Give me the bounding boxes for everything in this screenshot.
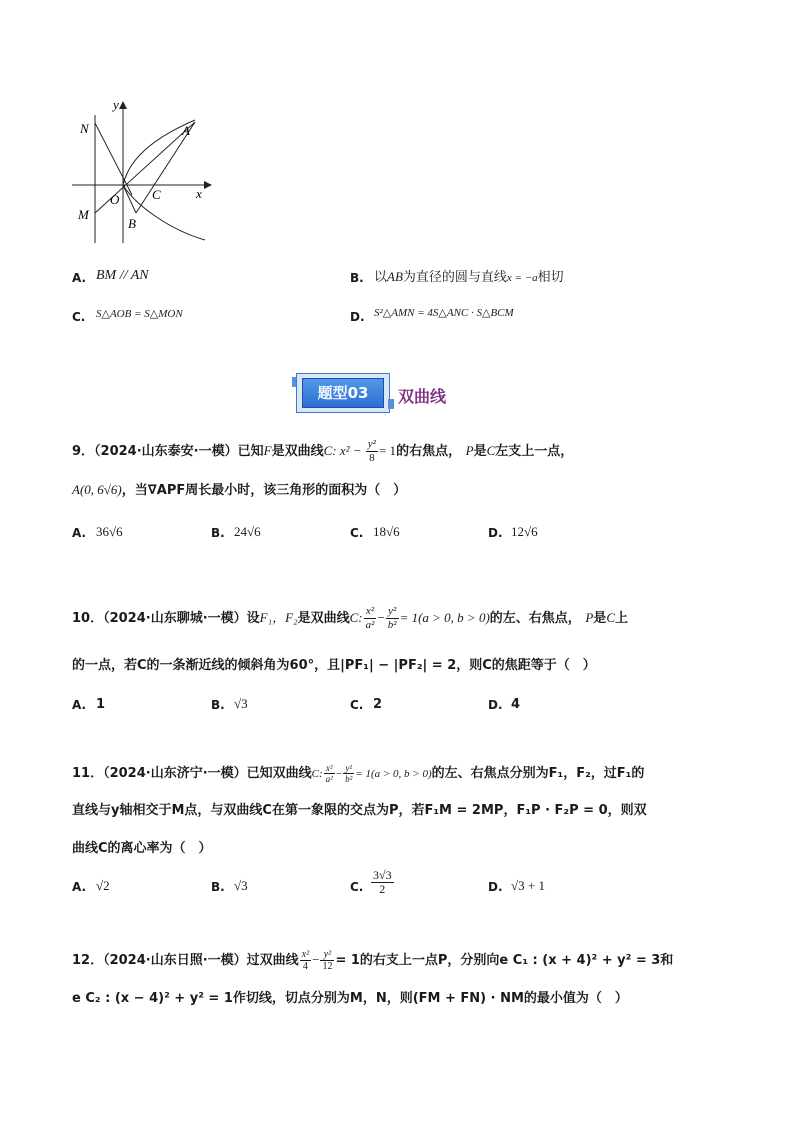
- banner-accent-right: [388, 399, 394, 409]
- section-title: 双曲线: [398, 387, 447, 406]
- q10-frac-x: [364, 605, 377, 632]
- option-b-math-ab: AB: [387, 269, 403, 284]
- q9-eq: : x² −: [332, 443, 365, 458]
- q12-frac-y: [320, 949, 334, 972]
- label-x: x: [196, 186, 202, 201]
- q9-t1: 是双曲线: [271, 444, 324, 459]
- q11-stem-line3: 曲线C的离心率为（ ）: [72, 841, 212, 856]
- q9-frac-den: 8: [369, 452, 375, 464]
- q10-option-b-value: √3: [234, 696, 248, 711]
- q11-frac-x: [324, 763, 335, 784]
- q11-option-c-den: 2: [379, 882, 386, 896]
- q9-option-b-letter: B.: [211, 526, 225, 540]
- x-axis-arrow: [204, 181, 212, 189]
- option-c-text: S△AOB = S△MON: [96, 308, 183, 320]
- q10-option-a-value: 1: [96, 697, 106, 712]
- q9-frac-num: y²: [367, 438, 376, 450]
- q10-foci: F₁，F₂: [259, 610, 298, 625]
- option-b-pre: 以: [374, 270, 388, 285]
- q11-ceq: C:: [311, 768, 323, 780]
- q9-option-c-letter: C.: [350, 526, 364, 540]
- q10-option-a-letter: A.: [72, 698, 87, 712]
- q9-option-c-value: 18√6: [373, 524, 400, 539]
- option-b-mid: 为直径的圆与直线: [402, 270, 507, 285]
- q11-stem-line1: 11．（2024·山东济宁·一模）已知双曲线C: $\frac{\text{x²}}{\text{a²}}$ − $\frac{\text{y²}}{\text{b²}}$ = 1(a > 0, b > 0)的左、右焦点分别为F₁，F₂，过F₁的: [72, 763, 645, 784]
- q9-t4: 左支上一点，: [495, 444, 574, 459]
- q11-stem-line2: 直线与y轴相交于M点，与双曲线C在第一象限的交点为P，若F₁M = 2MP，F₁P · F₂P = 0，则双: [72, 803, 647, 818]
- q11-prefix: 11．（2024·山东济宁·一模）已知双曲线: [72, 766, 312, 781]
- label-a: A: [182, 123, 190, 138]
- option-d-letter: D.: [350, 310, 365, 324]
- q10-option-c-value: 2: [373, 697, 383, 712]
- label-c: C: [152, 187, 161, 202]
- q10-frac-y-num: y²: [386, 605, 399, 619]
- q11-frac-y-den: b²: [345, 774, 353, 784]
- q9-c: C: [323, 443, 333, 458]
- q10-t2: 的左、右焦点，: [489, 611, 581, 626]
- q9-point-a: A(0, 6√6): [72, 482, 122, 497]
- label-n: N: [80, 121, 89, 136]
- q10-ceq: C:: [349, 610, 363, 625]
- q9-p: P: [465, 443, 474, 458]
- q10-t4: 上: [614, 611, 628, 626]
- q9-t2: 的右焦点，: [396, 444, 462, 459]
- q9-option-b-value: 24√6: [234, 524, 261, 539]
- option-c-letter: C.: [72, 310, 86, 324]
- option-b-letter: B.: [350, 271, 364, 285]
- q9-option-d-value: 12√6: [511, 524, 538, 539]
- q11-frac-y-num: y²: [343, 763, 354, 774]
- q11-option-d-value: √3 + 1: [511, 878, 545, 893]
- section-badge: 题型03: [302, 378, 384, 408]
- label-y: y: [113, 97, 119, 112]
- option-b-post: 相切: [537, 270, 564, 285]
- q12-prefix: 12．（2024·山东日照·一模）过双曲线: [72, 953, 299, 968]
- q11-option-a-value: √2: [96, 878, 110, 893]
- q11-option-c-letter: C.: [350, 880, 364, 894]
- label-b: B: [128, 216, 136, 231]
- q10-frac-x-num: x²: [364, 605, 377, 619]
- q11-frac-x-num: x²: [324, 763, 335, 774]
- q10-option-d-letter: D.: [488, 698, 503, 712]
- option-a-letter: A.: [72, 271, 87, 285]
- q11-option-c-fraction: [371, 869, 394, 896]
- q10-t1: 是双曲线: [297, 611, 350, 626]
- q9-fraction: [366, 438, 378, 465]
- q12-stem-line2: e C₂ : (x − 4)² + y² = 1作切线，切点分别为M，N，则(FM + FN) · NM的最小值为（ ）: [72, 991, 628, 1006]
- q12-frac-x: [300, 949, 311, 972]
- q9-c2: C: [486, 443, 496, 458]
- q10-option-b-letter: B.: [211, 698, 225, 712]
- label-m: M: [78, 207, 89, 222]
- q10-prefix: 10．（2024·山东聊城·一模）设: [72, 611, 260, 626]
- q10-p: P: [585, 610, 594, 625]
- q9-line2-text: ，当∇APF周长最小时，该三角形的面积为（ ）: [121, 483, 407, 498]
- q11-frac-x-den: a²: [325, 774, 333, 784]
- y-axis-arrow: [119, 101, 127, 109]
- q11-option-d-letter: D.: [488, 880, 503, 894]
- option-d-text: S²△AMN = 4S△ANC · S△BCM: [374, 307, 514, 319]
- q10-option-d-value: 4: [511, 697, 521, 712]
- q10-frac-x-den: a²: [365, 619, 375, 631]
- q10-frac-y: [386, 605, 399, 632]
- q12-frac-y-den: 12: [322, 961, 333, 972]
- q9-option-d-letter: D.: [488, 526, 503, 540]
- q11-t1: 的左、右焦点分别为F₁，F₂，过F₁的: [431, 766, 645, 781]
- q11-option-a-letter: A.: [72, 880, 87, 894]
- q10-stem-line2: 的一点，若C的一条渐近线的倾斜角为60°，且|PF₁| − |PF₂| = 2，则C的焦距等于（ ）: [72, 658, 596, 673]
- q11-frac-y: [343, 763, 354, 784]
- option-b-text: [374, 269, 564, 286]
- q10-frac-y-den: b²: [387, 619, 397, 631]
- q11-option-b-letter: B.: [211, 880, 225, 894]
- geometry-figure: [70, 95, 220, 245]
- option-a-text: BM // AN: [96, 268, 149, 283]
- option-b-math-line: x = −a: [506, 272, 538, 284]
- q12-t1: = 1的右支上一点P，分别向e C₁ : (x + 4)² + y² = 3和: [335, 953, 674, 968]
- q10-c: C: [606, 610, 615, 625]
- q12-frac-x-num: x²: [301, 949, 310, 960]
- q9-prefix: 9．（2024·山东泰安·一模）已知: [72, 444, 264, 459]
- q9-option-a-value: 36√6: [96, 524, 123, 539]
- label-o: O: [110, 192, 120, 207]
- q10-stem-line1: 10．（2024·山东聊城·一模）设F₁，F₂是双曲线C: $\frac{\text{x²}}{\text{a²}}$ − $\frac{\text{y²}}{\text{b²}}$ = 1(a > 0, b > 0)的左、右焦点， P是C上: [72, 605, 628, 631]
- q9-f: F: [263, 443, 272, 458]
- q12-stem-line1: 12．（2024·山东日照·一模）过双曲线 $\frac{\text{x²}}{4}$ − $\frac{\text{y²}}{12}$ = 1的右支上一点P，分别向e C₁ : (x + 4)² + y² = 3和: [72, 949, 674, 972]
- q11-option-b-value: √3: [234, 878, 248, 893]
- q10-cond: = 1(a > 0, b > 0): [399, 610, 490, 625]
- q11-option-c-num: 3√3: [373, 868, 392, 882]
- q9-t3: 是: [473, 444, 487, 459]
- q10-option-c-letter: C.: [350, 698, 364, 712]
- q9-option-a-letter: A.: [72, 526, 87, 540]
- q12-frac-y-num: y²: [320, 949, 334, 961]
- q12-frac-x-den: 4: [302, 961, 308, 972]
- q9-stem-line2: [72, 482, 406, 499]
- q9-eq-end: = 1: [378, 443, 397, 458]
- q9-stem-line1: [72, 438, 573, 465]
- q11-cond: = 1(a > 0, b > 0): [355, 768, 432, 780]
- q10-t3: 是: [593, 611, 607, 626]
